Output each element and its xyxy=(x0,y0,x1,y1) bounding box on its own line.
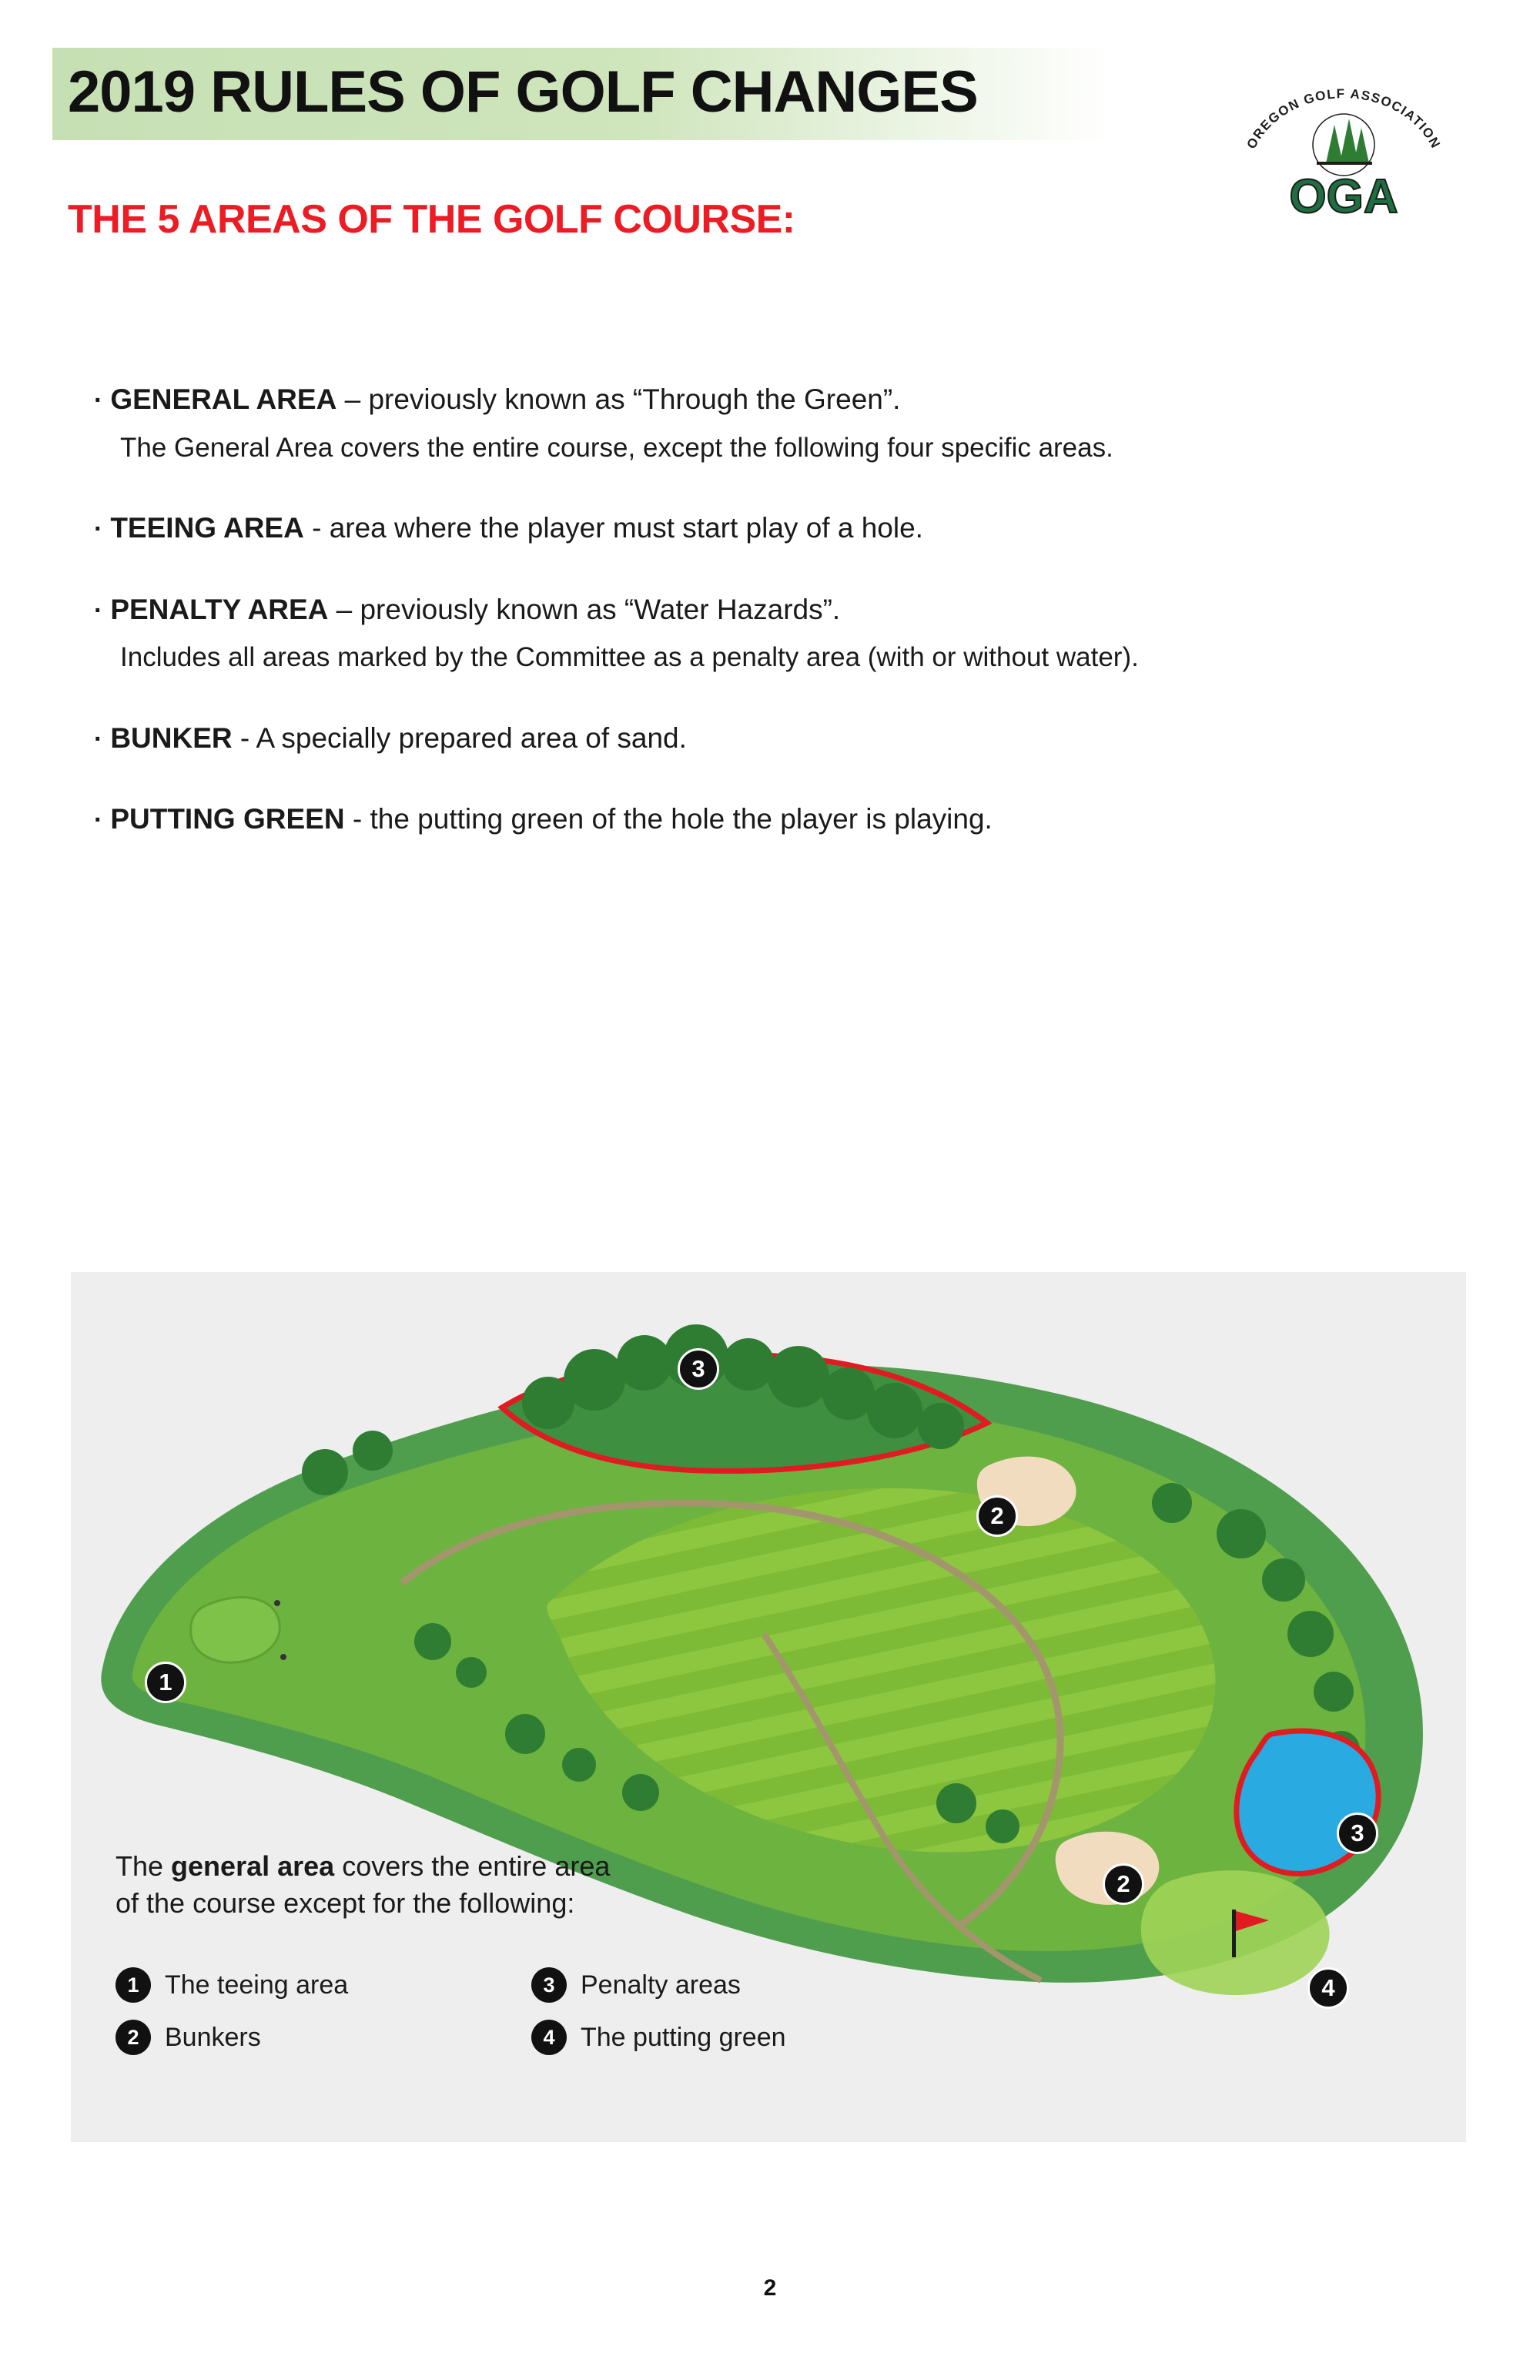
figure-caption-line2: of the course except for the following: xyxy=(116,1886,575,1919)
page-number: 2 xyxy=(763,2275,777,2301)
rule-heading xyxy=(94,720,1465,757)
diagram-marker-2-upper: 2 xyxy=(976,1495,1018,1537)
legend-item-teeing-area xyxy=(116,1967,531,2003)
rule-item-bunker xyxy=(94,720,1465,757)
rule-heading xyxy=(94,591,1465,628)
rules-list xyxy=(94,381,1465,882)
rule-term: PUTTING GREEN xyxy=(110,803,345,835)
page-title: 2019 RULES OF GOLF CHANGES xyxy=(68,59,978,125)
rule-item-teeing-area xyxy=(94,510,1465,547)
rule-detail: Includes all areas marked by the Committee as a penalty area (with or without water). xyxy=(120,642,1139,673)
bullet-icon: · xyxy=(94,595,103,625)
legend-label: Penalty areas xyxy=(581,1970,741,2000)
rule-heading xyxy=(94,801,1465,838)
caption-part2: covers the entire area xyxy=(334,1850,611,1882)
logo-monogram: OGA xyxy=(1289,170,1398,223)
logo-arc-text: OREGON GOLF ASSOCIATION xyxy=(1244,86,1444,152)
rule-item-putting-green xyxy=(94,801,1465,838)
rule-rest: – previously known as “Through the Green”. xyxy=(336,383,901,415)
legend-number-icon: 2 xyxy=(116,2020,151,2055)
bullet-icon: · xyxy=(94,514,103,544)
rule-heading xyxy=(94,381,1465,418)
figure-caption xyxy=(116,1848,808,1921)
legend-number-icon: 3 xyxy=(531,1967,567,2003)
legend-label: The putting green xyxy=(581,2022,786,2052)
rule-detail: The General Area covers the entire course, except the following four specific areas. xyxy=(120,432,1113,463)
diagram-marker-1: 1 xyxy=(145,1662,186,1703)
legend-label: The teeing area xyxy=(165,1970,349,2000)
rule-term: BUNKER xyxy=(110,721,233,754)
legend-label: Bunkers xyxy=(165,2022,261,2052)
bullet-icon: · xyxy=(94,805,103,835)
legend-item-penalty-areas xyxy=(531,1967,947,2003)
legend-item-bunkers xyxy=(116,2020,531,2055)
rule-term: TEEING AREA xyxy=(110,512,304,544)
diagram-marker-3-top: 3 xyxy=(678,1348,719,1390)
oga-logo xyxy=(1232,77,1455,235)
caption-bold: general area xyxy=(171,1850,335,1882)
tee-marker-dot xyxy=(274,1600,280,1606)
rule-term: GENERAL AREA xyxy=(110,383,337,415)
legend-number-icon: 1 xyxy=(116,1967,151,2003)
bullet-icon: · xyxy=(94,386,103,415)
rule-rest: - area where the player must start play of a hole. xyxy=(303,512,923,544)
rule-rest: - the putting green of the hole the player is playing. xyxy=(344,803,993,835)
diagram-marker-2-lower: 2 xyxy=(1103,1863,1144,1905)
legend-item-putting-green xyxy=(531,2020,947,2055)
rule-item-general-area xyxy=(94,381,1465,465)
rule-rest: - A specially prepared area of sand. xyxy=(232,721,687,754)
figure-legend xyxy=(116,1967,924,2055)
diagram-marker-4: 4 xyxy=(1307,1967,1349,2009)
caption-part1: The xyxy=(116,1850,172,1882)
page-subtitle: THE 5 AREAS OF THE GOLF COURSE: xyxy=(68,197,795,242)
tee-marker-dot xyxy=(280,1654,286,1660)
rule-item-penalty-area xyxy=(94,591,1465,675)
diagram-marker-3-water: 3 xyxy=(1337,1813,1378,1854)
teeing-area xyxy=(191,1598,280,1663)
legend-number-icon: 4 xyxy=(531,2020,567,2055)
rule-heading xyxy=(94,510,1465,547)
svg-text:OREGON GOLF ASSOCIATION xyxy=(1244,86,1443,151)
rule-rest: – previously known as “Water Hazards”. xyxy=(328,593,841,625)
rule-term: PENALTY AREA xyxy=(110,593,329,625)
figure-caption-line1 xyxy=(116,1848,808,1885)
bullet-icon: · xyxy=(94,724,103,754)
